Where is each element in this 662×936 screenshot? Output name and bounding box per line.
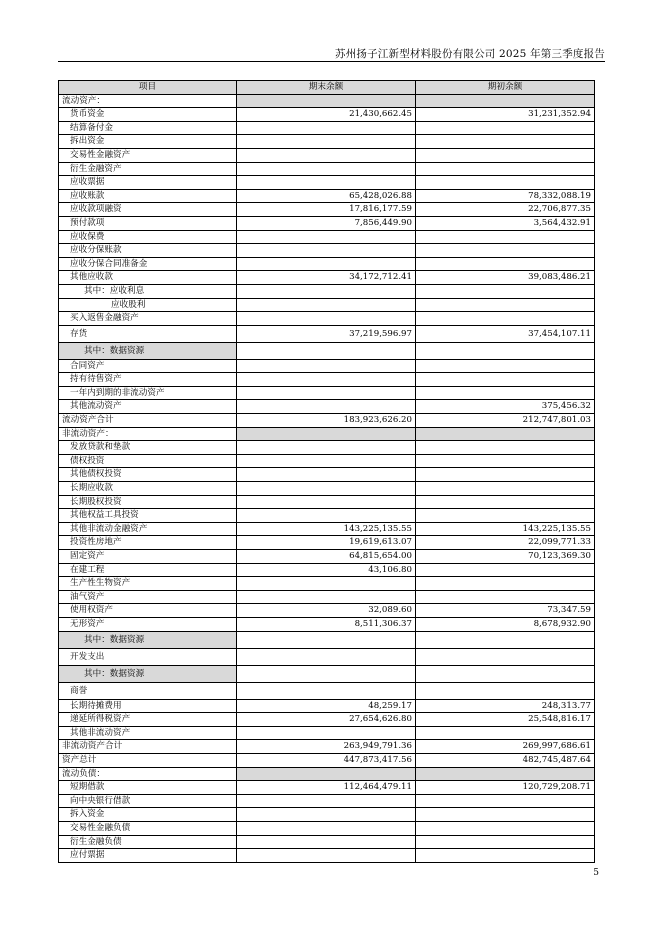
begin-balance-cell [416,94,595,108]
begin-balance-cell [416,284,595,298]
begin-balance-cell: 3,564,432.91 [416,216,595,230]
row-label: 固定资产 [59,550,237,564]
table-row [59,386,595,400]
table-row [59,808,595,822]
end-balance-cell [237,342,416,359]
column-header-end-balance: 期末余额 [237,81,416,95]
table-row [59,441,595,455]
table-row [59,767,595,781]
end-balance-cell [237,94,416,108]
table-row [59,427,595,441]
row-label: 应收股利 [59,298,237,312]
end-balance-cell: 32,089.60 [237,604,416,618]
table-row [59,162,595,176]
begin-balance-cell [416,808,595,822]
table-row [59,244,595,258]
begin-balance-cell: 22,706,877.35 [416,203,595,217]
table-row [59,522,595,536]
table-row [59,312,595,326]
begin-balance-cell: 39,083,486.21 [416,271,595,285]
header-rule [58,61,605,62]
begin-balance-cell: 31,231,352.94 [416,108,595,122]
end-balance-cell: 7,856,449.90 [237,216,416,230]
begin-balance-cell [416,849,595,863]
table-row [59,726,595,740]
row-label: 应收分保合同准备金 [59,257,237,271]
end-balance-cell: 447,873,417.56 [237,753,416,767]
begin-balance-cell [416,577,595,591]
table-row [59,849,595,863]
begin-balance-cell [416,427,595,441]
row-label: 其中：数据资源 [59,665,237,682]
table-row [59,373,595,387]
row-label: 发放贷款和垫款 [59,441,237,455]
row-label: 应收保费 [59,230,237,244]
balance-sheet-table [58,80,595,863]
end-balance-cell [237,244,416,258]
begin-balance-cell [416,230,595,244]
table-row [59,230,595,244]
begin-balance-cell [416,244,595,258]
end-balance-cell [237,577,416,591]
row-label: 衍生金融资产 [59,162,237,176]
row-label: 衍生金融负债 [59,835,237,849]
table-row [59,781,595,795]
begin-balance-cell [416,726,595,740]
end-balance-cell [237,767,416,781]
row-label: 交易性金融资产 [59,148,237,162]
begin-balance-cell [416,563,595,577]
begin-balance-cell: 73,347.59 [416,604,595,618]
begin-balance-cell [416,482,595,496]
table-row [59,121,595,135]
begin-balance-cell [416,257,595,271]
end-balance-cell [237,121,416,135]
begin-balance-cell: 22,099,771.33 [416,536,595,550]
begin-balance-cell [416,148,595,162]
table-row [59,400,595,414]
row-label: 流动资产合计 [59,414,237,428]
end-balance-cell [237,482,416,496]
begin-balance-cell [416,373,595,387]
row-label: 应收分保账款 [59,244,237,258]
table-row [59,176,595,190]
begin-balance-cell [416,162,595,176]
end-balance-cell [237,835,416,849]
begin-balance-cell: 375,456.32 [416,400,595,414]
table-row [59,284,595,298]
table-row [59,271,595,285]
table-row [59,342,595,359]
row-label: 非流动资产： [59,427,237,441]
row-label: 流动资产： [59,94,237,108]
end-balance-cell [237,400,416,414]
table-row [59,617,595,631]
end-balance-cell [237,298,416,312]
end-balance-cell: 263,949,791.36 [237,740,416,754]
row-label: 持有待售资产 [59,373,237,387]
end-balance-cell: 27,654,626.80 [237,713,416,727]
end-balance-cell [237,509,416,523]
table-row [59,108,595,122]
end-balance-cell [237,495,416,509]
row-label: 投资性房地产 [59,536,237,550]
row-label: 长期应收款 [59,482,237,496]
end-balance-cell [237,257,416,271]
row-label: 应收款项融资 [59,203,237,217]
row-label: 短期借款 [59,781,237,795]
begin-balance-cell [416,342,595,359]
begin-balance-cell [416,682,595,699]
begin-balance-cell: 37,454,107.11 [416,325,595,342]
end-balance-cell [237,373,416,387]
row-label: 向中央银行借款 [59,794,237,808]
begin-balance-cell: 269,997,686.61 [416,740,595,754]
table-row [59,577,595,591]
end-balance-cell: 112,464,479.11 [237,781,416,795]
table-row [59,216,595,230]
begin-balance-cell: 120,729,208.71 [416,781,595,795]
row-label: 其中：应收利息 [59,284,237,298]
table-row [59,821,595,835]
end-balance-cell [237,682,416,699]
row-label: 长期待摊费用 [59,699,237,713]
end-balance-cell [237,648,416,665]
end-balance-cell: 19,619,613.07 [237,536,416,550]
row-label: 使用权资产 [59,604,237,618]
begin-balance-cell [416,648,595,665]
row-label: 应收票据 [59,176,237,190]
row-label: 生产性生物资产 [59,577,237,591]
begin-balance-cell [416,821,595,835]
end-balance-cell [237,359,416,373]
end-balance-cell: 17,816,177.59 [237,203,416,217]
begin-balance-cell [416,509,595,523]
begin-balance-cell: 70,123,369.30 [416,550,595,564]
table-row [59,482,595,496]
table-row [59,359,595,373]
end-balance-cell [237,386,416,400]
table-row [59,257,595,271]
end-balance-cell [237,468,416,482]
row-label: 合同资产 [59,359,237,373]
row-label: 结算备付金 [59,121,237,135]
row-label: 拆入资金 [59,808,237,822]
end-balance-cell [237,849,416,863]
end-balance-cell: 34,172,712.41 [237,271,416,285]
table-body [59,94,595,862]
table-header-row [59,81,595,95]
column-header-begin-balance: 期初余额 [416,81,595,95]
begin-balance-cell [416,135,595,149]
table-row [59,509,595,523]
end-balance-cell [237,162,416,176]
end-balance-cell [237,176,416,190]
report-header-title: 苏州扬子江新型材料股份有限公司 2025 年第三季度报告 [335,48,605,60]
begin-balance-cell [416,121,595,135]
table-row [59,604,595,618]
begin-balance-cell [416,495,595,509]
begin-balance-cell [416,794,595,808]
begin-balance-cell [416,359,595,373]
end-balance-cell [237,631,416,648]
begin-balance-cell [416,590,595,604]
row-label: 买入返售金融资产 [59,312,237,326]
row-label: 油气资产 [59,590,237,604]
row-label: 其他非流动金融资产 [59,522,237,536]
end-balance-cell [237,135,416,149]
row-label: 其他非流动资产 [59,726,237,740]
row-label: 无形资产 [59,617,237,631]
row-label: 开发支出 [59,648,237,665]
begin-balance-cell: 8,678,932.90 [416,617,595,631]
end-balance-cell [237,454,416,468]
end-balance-cell: 65,428,026.88 [237,189,416,203]
row-label: 非流动资产合计 [59,740,237,754]
row-label: 货币资金 [59,108,237,122]
row-label: 其他应收款 [59,271,237,285]
begin-balance-cell [416,176,595,190]
table-row [59,648,595,665]
begin-balance-cell [416,441,595,455]
begin-balance-cell: 25,548,816.17 [416,713,595,727]
row-label: 一年内到期的非流动资产 [59,386,237,400]
end-balance-cell: 21,430,662.45 [237,108,416,122]
row-label: 预付款项 [59,216,237,230]
begin-balance-cell [416,835,595,849]
end-balance-cell [237,230,416,244]
begin-balance-cell [416,468,595,482]
row-label: 拆出资金 [59,135,237,149]
end-balance-cell: 143,225,135.55 [237,522,416,536]
begin-balance-cell [416,312,595,326]
table-row [59,682,595,699]
row-label: 其中：数据资源 [59,342,237,359]
table-row [59,454,595,468]
end-balance-cell: 8,511,306.37 [237,617,416,631]
row-label: 其他流动资产 [59,400,237,414]
row-label: 应收账款 [59,189,237,203]
end-balance-cell [237,590,416,604]
begin-balance-cell [416,631,595,648]
row-label: 资产总计 [59,753,237,767]
table-row [59,740,595,754]
begin-balance-cell: 143,225,135.55 [416,522,595,536]
table-row [59,189,595,203]
row-label: 交易性金融负债 [59,821,237,835]
end-balance-cell: 48,259.17 [237,699,416,713]
table-row [59,713,595,727]
row-label: 其中：数据资源 [59,631,237,648]
table-row [59,665,595,682]
end-balance-cell [237,148,416,162]
row-label: 流动负债： [59,767,237,781]
begin-balance-cell [416,454,595,468]
table-row [59,495,595,509]
end-balance-cell [237,808,416,822]
end-balance-cell [237,427,416,441]
end-balance-cell: 43,106.80 [237,563,416,577]
end-balance-cell: 64,815,654.00 [237,550,416,564]
table-row [59,203,595,217]
begin-balance-cell: 482,745,487.64 [416,753,595,767]
column-header-item: 项目 [59,81,237,95]
table-row [59,468,595,482]
table-row [59,148,595,162]
end-balance-cell [237,726,416,740]
end-balance-cell [237,441,416,455]
table-row [59,135,595,149]
page-number: 5 [593,868,599,878]
table-row [59,563,595,577]
row-label: 债权投资 [59,454,237,468]
begin-balance-cell: 248,313.77 [416,699,595,713]
end-balance-cell [237,665,416,682]
table-row [59,536,595,550]
table-row [59,590,595,604]
row-label: 其他权益工具投资 [59,509,237,523]
end-balance-cell [237,312,416,326]
table-row [59,325,595,342]
begin-balance-cell [416,767,595,781]
row-label: 商誉 [59,682,237,699]
end-balance-cell: 183,923,626.20 [237,414,416,428]
row-label: 在建工程 [59,563,237,577]
row-label: 长期股权投资 [59,495,237,509]
row-label: 存货 [59,325,237,342]
begin-balance-cell [416,298,595,312]
end-balance-cell [237,821,416,835]
table-row [59,835,595,849]
table-row [59,94,595,108]
begin-balance-cell: 212,747,801.03 [416,414,595,428]
row-label: 其他债权投资 [59,468,237,482]
row-label: 递延所得税资产 [59,713,237,727]
end-balance-cell [237,284,416,298]
end-balance-cell: 37,219,596.97 [237,325,416,342]
begin-balance-cell [416,386,595,400]
table-row [59,631,595,648]
table-row [59,298,595,312]
table-row [59,550,595,564]
table-row [59,699,595,713]
table-row [59,753,595,767]
begin-balance-cell [416,665,595,682]
table-row [59,414,595,428]
row-label: 应付票据 [59,849,237,863]
table-row [59,794,595,808]
end-balance-cell [237,794,416,808]
begin-balance-cell: 78,332,088.19 [416,189,595,203]
